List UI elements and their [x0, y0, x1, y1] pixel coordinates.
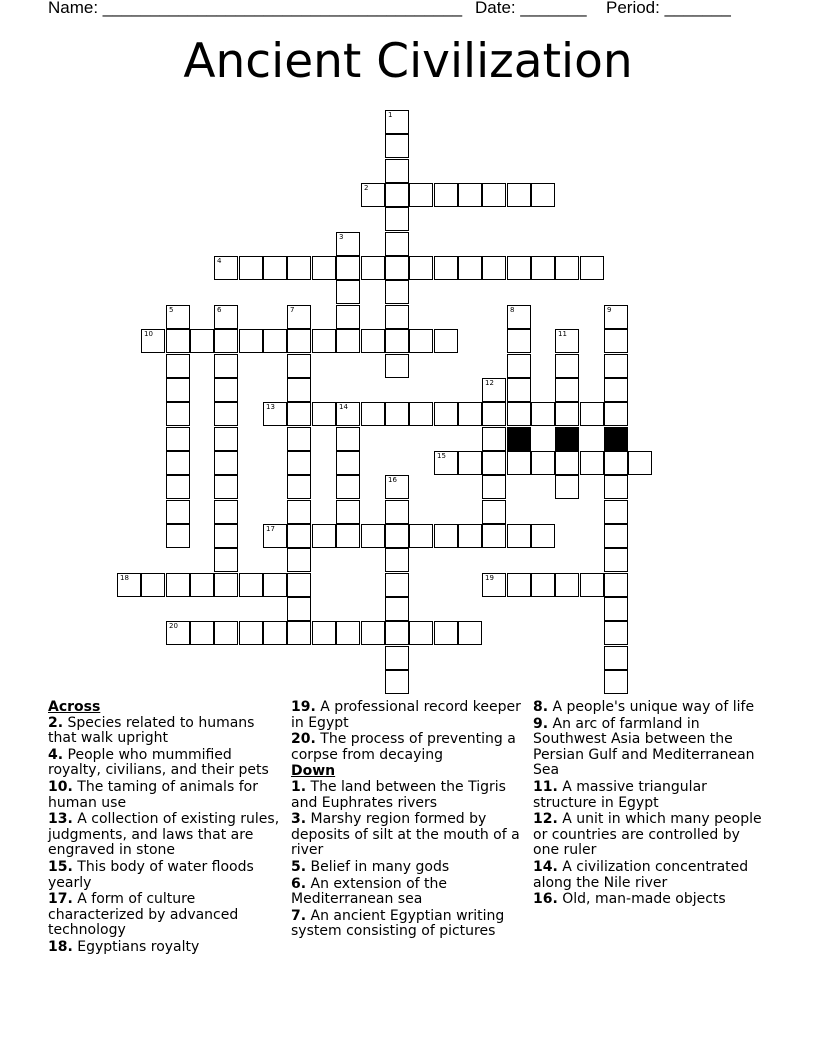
clue-text: Old, man-made objects	[557, 891, 726, 908]
answer-cell[interactable]	[604, 670, 628, 694]
answer-cell[interactable]	[141, 573, 165, 597]
answer-cell[interactable]	[214, 427, 238, 451]
clue-number-label: 3.	[291, 811, 307, 828]
answer-cell[interactable]	[166, 524, 190, 548]
answer-cell[interactable]	[166, 402, 190, 426]
answer-cell[interactable]	[287, 256, 311, 280]
clue-number: 4	[217, 257, 222, 265]
answer-cell[interactable]	[580, 256, 604, 280]
date-field-label[interactable]: Date: _______	[475, 0, 587, 17]
answer-cell[interactable]	[507, 305, 531, 329]
answer-cell[interactable]	[336, 621, 360, 645]
answer-cell[interactable]	[239, 329, 263, 353]
answer-cell[interactable]	[580, 573, 604, 597]
clue-number-label: 4.	[48, 746, 64, 763]
answer-cell[interactable]	[507, 451, 531, 475]
answer-cell[interactable]	[336, 524, 360, 548]
answer-cell[interactable]	[385, 597, 409, 621]
answer-cell[interactable]	[482, 500, 506, 524]
answer-cell[interactable]	[287, 524, 311, 548]
clue-number-label: 20.	[291, 731, 316, 748]
answer-cell[interactable]	[604, 548, 628, 572]
answer-cell[interactable]	[287, 329, 311, 353]
across-heading: Across	[48, 699, 101, 715]
clue-number-label: 1.	[291, 778, 307, 795]
answer-cell[interactable]	[434, 621, 458, 645]
down-heading: Down	[291, 763, 336, 780]
answer-cell[interactable]	[555, 475, 579, 499]
answer-cell[interactable]	[287, 427, 311, 451]
answer-cell[interactable]	[336, 256, 360, 280]
answer-cell[interactable]	[482, 256, 506, 280]
clue-number-label: 18.	[48, 938, 73, 955]
answer-cell[interactable]	[385, 280, 409, 304]
answer-cell[interactable]	[312, 524, 336, 548]
answer-cell[interactable]	[458, 451, 482, 475]
answer-cell[interactable]	[214, 548, 238, 572]
answer-cell[interactable]	[555, 329, 579, 353]
answer-cell[interactable]	[336, 280, 360, 304]
answer-cell[interactable]	[361, 183, 385, 207]
answer-cell[interactable]	[287, 621, 311, 645]
answer-cell[interactable]	[214, 402, 238, 426]
clue-number-label: 9.	[533, 715, 549, 732]
answer-cell[interactable]	[555, 378, 579, 402]
clue-number: 1	[388, 111, 393, 119]
answer-cell[interactable]	[507, 183, 531, 207]
clue-text: A civilization concentrated along the Nile river	[533, 858, 749, 891]
answer-cell[interactable]	[458, 524, 482, 548]
clue-number: 6	[217, 306, 222, 314]
answer-cell[interactable]	[604, 475, 628, 499]
answer-cell[interactable]	[531, 573, 555, 597]
clue-text: An extension of the Mediterranean sea	[291, 875, 448, 908]
answer-cell[interactable]	[507, 378, 531, 402]
answer-cell[interactable]	[214, 354, 238, 378]
clue-number-label: 10.	[48, 778, 73, 795]
clue-number: 18	[120, 574, 129, 582]
answer-cell[interactable]	[385, 573, 409, 597]
clue-text: An arc of farmland in Southwest Asia between the Persian Gulf and Mediterranean Sea	[533, 715, 755, 779]
answer-cell[interactable]	[409, 621, 433, 645]
clue-number: 14	[339, 403, 348, 411]
answer-cell[interactable]	[336, 427, 360, 451]
answer-cell[interactable]	[385, 500, 409, 524]
answer-cell[interactable]	[385, 159, 409, 183]
answer-cell[interactable]	[287, 354, 311, 378]
answer-cell[interactable]	[263, 621, 287, 645]
answer-cell[interactable]	[385, 305, 409, 329]
clue-number: 7	[290, 306, 295, 314]
answer-cell[interactable]	[385, 110, 409, 134]
answer-cell[interactable]	[409, 183, 433, 207]
answer-cell[interactable]	[385, 207, 409, 231]
answer-cell[interactable]	[507, 524, 531, 548]
down-clue	[533, 780, 768, 811]
page-title: Ancient Civilization	[183, 34, 633, 89]
answer-cell[interactable]	[409, 256, 433, 280]
clues-column-2	[291, 700, 526, 941]
clue-number: 17	[266, 525, 275, 533]
clue-number: 9	[607, 306, 612, 314]
name-field-label[interactable]: Name: ______________________________________	[48, 0, 463, 17]
answer-cell[interactable]	[166, 451, 190, 475]
answer-cell[interactable]	[458, 621, 482, 645]
answer-cell[interactable]	[336, 500, 360, 524]
clue-text: A collection of existing rules, judgments, and laws that are engraved in stone	[48, 811, 280, 859]
answer-cell[interactable]	[263, 256, 287, 280]
answer-cell[interactable]	[385, 402, 409, 426]
clue-text: This body of water floods yearly	[48, 858, 254, 891]
answer-cell[interactable]	[580, 402, 604, 426]
answer-cell[interactable]	[214, 475, 238, 499]
clue-text: Egyptians royalty	[72, 938, 200, 955]
answer-cell[interactable]	[555, 573, 579, 597]
answer-cell[interactable]	[385, 475, 409, 499]
down-clue	[291, 877, 526, 908]
answer-cell[interactable]	[434, 524, 458, 548]
answer-cell[interactable]	[214, 256, 238, 280]
answer-cell[interactable]	[287, 500, 311, 524]
answer-cell[interactable]	[531, 451, 555, 475]
clue-text: A unit in which many people or countries are controlled by one ruler	[533, 811, 762, 859]
answer-cell[interactable]	[312, 621, 336, 645]
down-clue	[533, 717, 768, 779]
across-clue	[48, 892, 283, 939]
answer-cell[interactable]	[312, 256, 336, 280]
clue-number-label: 2.	[48, 714, 64, 731]
answer-cell[interactable]	[287, 305, 311, 329]
clue-number-label: 15.	[48, 858, 73, 875]
clue-number-label: 11.	[533, 778, 558, 795]
answer-cell[interactable]	[604, 305, 628, 329]
answer-cell[interactable]	[482, 378, 506, 402]
answer-cell[interactable]	[604, 378, 628, 402]
answer-cell[interactable]	[190, 573, 214, 597]
across-clue	[48, 716, 283, 747]
answer-cell[interactable]	[385, 232, 409, 256]
clue-text: A people's unique way of life	[548, 699, 755, 715]
clue-number-label: 6.	[291, 875, 307, 892]
clue-number-label: 14.	[533, 858, 558, 875]
clue-number: 11	[558, 330, 567, 338]
answer-cell[interactable]	[482, 427, 506, 451]
answer-cell[interactable]	[531, 183, 555, 207]
answer-cell[interactable]	[604, 524, 628, 548]
answer-cell[interactable]	[434, 256, 458, 280]
answer-cell[interactable]	[507, 573, 531, 597]
answer-cell[interactable]	[482, 524, 506, 548]
answer-cell[interactable]	[604, 573, 628, 597]
answer-cell[interactable]	[263, 573, 287, 597]
answer-cell[interactable]	[434, 329, 458, 353]
answer-cell[interactable]	[336, 329, 360, 353]
answer-cell[interactable]	[214, 573, 238, 597]
across-clue	[48, 860, 283, 891]
clues-column-1	[48, 700, 283, 957]
clue-text: Species related to humans that walk upright	[48, 714, 255, 747]
answer-cell[interactable]	[239, 621, 263, 645]
across-clue	[291, 732, 526, 763]
answer-cell[interactable]	[555, 256, 579, 280]
answer-cell[interactable]	[287, 573, 311, 597]
clue-number: 20	[169, 622, 178, 630]
down-clue	[291, 812, 526, 859]
blocked-cell	[507, 427, 531, 451]
answer-cell[interactable]	[482, 475, 506, 499]
clue-text: The process of preventing a corpse from decaying	[291, 731, 516, 763]
answer-cell[interactable]	[434, 183, 458, 207]
answer-cell[interactable]	[287, 475, 311, 499]
answer-cell[interactable]	[555, 402, 579, 426]
answer-cell[interactable]	[604, 402, 628, 426]
clue-number-label: 19.	[291, 699, 316, 715]
answer-cell[interactable]	[458, 256, 482, 280]
answer-cell[interactable]	[604, 621, 628, 645]
answer-cell[interactable]	[336, 451, 360, 475]
answer-cell[interactable]	[287, 451, 311, 475]
answer-cell[interactable]	[263, 402, 287, 426]
answer-cell[interactable]	[385, 621, 409, 645]
answer-cell[interactable]	[458, 402, 482, 426]
answer-cell[interactable]	[361, 256, 385, 280]
clue-number: 16	[388, 476, 397, 484]
answer-cell[interactable]	[214, 329, 238, 353]
answer-cell[interactable]	[531, 402, 555, 426]
clue-number: 19	[485, 574, 494, 582]
blocked-cell	[555, 427, 579, 451]
clue-number-label: 12.	[533, 811, 558, 828]
answer-cell[interactable]	[385, 646, 409, 670]
down-clue	[533, 812, 768, 859]
answer-cell[interactable]	[166, 621, 190, 645]
answer-cell[interactable]	[604, 354, 628, 378]
answer-cell[interactable]	[628, 451, 652, 475]
answer-cell[interactable]	[361, 329, 385, 353]
answer-cell[interactable]	[166, 378, 190, 402]
answer-cell[interactable]	[531, 524, 555, 548]
clues-column-3	[533, 700, 768, 909]
answer-cell[interactable]	[166, 475, 190, 499]
answer-cell[interactable]	[312, 402, 336, 426]
down-clue	[291, 780, 526, 811]
clue-text: Marshy region formed by deposits of silt at the mouth of a river	[291, 811, 520, 859]
answer-cell[interactable]	[263, 329, 287, 353]
answer-cell[interactable]	[336, 305, 360, 329]
answer-cell[interactable]	[531, 256, 555, 280]
blocked-cell	[604, 427, 628, 451]
answer-cell[interactable]	[214, 451, 238, 475]
answer-cell[interactable]	[287, 402, 311, 426]
answer-cell[interactable]	[385, 134, 409, 158]
answer-cell[interactable]	[385, 354, 409, 378]
answer-cell[interactable]	[239, 256, 263, 280]
answer-cell[interactable]	[482, 573, 506, 597]
answer-cell[interactable]	[166, 354, 190, 378]
answer-cell[interactable]	[190, 621, 214, 645]
answer-cell[interactable]	[361, 621, 385, 645]
answer-cell[interactable]	[482, 451, 506, 475]
answer-cell[interactable]	[190, 329, 214, 353]
clue-number-label: 16.	[533, 891, 558, 908]
answer-cell[interactable]	[555, 451, 579, 475]
answer-cell[interactable]	[166, 500, 190, 524]
answer-cell[interactable]	[336, 232, 360, 256]
answer-cell[interactable]	[214, 621, 238, 645]
clue-number: 12	[485, 379, 494, 387]
clue-number: 10	[144, 330, 153, 338]
clue-text: The land between the Tigris and Euphrates rivers	[291, 778, 506, 811]
clue-text: A massive triangular structure in Egypt	[533, 778, 707, 811]
down-clue	[533, 700, 768, 716]
clue-number-label: 13.	[48, 811, 73, 828]
down-clue	[533, 892, 768, 908]
answer-cell[interactable]	[263, 524, 287, 548]
answer-cell[interactable]	[507, 402, 531, 426]
answer-cell[interactable]	[604, 329, 628, 353]
across-clue	[48, 780, 283, 811]
answer-cell[interactable]	[507, 354, 531, 378]
clue-number: 2	[364, 184, 369, 192]
clue-number-label: 7.	[291, 907, 307, 924]
answer-cell[interactable]	[482, 183, 506, 207]
answer-cell[interactable]	[604, 451, 628, 475]
answer-cell[interactable]	[507, 256, 531, 280]
answer-cell[interactable]	[385, 670, 409, 694]
clue-number: 13	[266, 403, 275, 411]
answer-cell[interactable]	[166, 573, 190, 597]
answer-cell[interactable]	[385, 524, 409, 548]
answer-cell[interactable]	[117, 573, 141, 597]
clue-number: 8	[510, 306, 515, 314]
answer-cell[interactable]	[239, 573, 263, 597]
clue-number: 3	[339, 233, 344, 241]
down-clue	[533, 860, 768, 891]
period-field-label[interactable]: Period: _______	[606, 0, 731, 17]
answer-cell[interactable]	[458, 183, 482, 207]
answer-cell[interactable]	[604, 646, 628, 670]
clue-number-label: 5.	[291, 858, 307, 875]
across-clue	[48, 748, 283, 779]
answer-cell[interactable]	[507, 329, 531, 353]
across-clue	[291, 700, 526, 731]
clue-text: A form of culture characterized by advanced technology	[48, 891, 239, 939]
answer-cell[interactable]	[385, 183, 409, 207]
across-clue	[48, 812, 283, 859]
clue-text: The taming of animals for human use	[48, 778, 258, 811]
clue-number-label: 8.	[533, 699, 549, 715]
answer-cell[interactable]	[385, 256, 409, 280]
answer-cell[interactable]	[604, 597, 628, 621]
clue-text: An ancient Egyptian writing system consisting of pictures	[291, 907, 505, 940]
answer-cell[interactable]	[385, 329, 409, 353]
answer-cell[interactable]	[336, 402, 360, 426]
answer-cell[interactable]	[434, 451, 458, 475]
answer-cell[interactable]	[166, 427, 190, 451]
answer-cell[interactable]	[141, 329, 165, 353]
clue-number: 15	[437, 452, 446, 460]
clue-number-label: 17.	[48, 891, 73, 908]
answer-cell[interactable]	[214, 500, 238, 524]
clue-text: Belief in many gods	[306, 858, 450, 875]
answer-cell[interactable]	[287, 378, 311, 402]
answer-cell[interactable]	[361, 402, 385, 426]
answer-cell[interactable]	[409, 402, 433, 426]
answer-cell[interactable]	[434, 402, 458, 426]
answer-cell[interactable]	[214, 524, 238, 548]
answer-cell[interactable]	[482, 402, 506, 426]
down-clue	[291, 909, 526, 940]
answer-cell[interactable]	[580, 451, 604, 475]
answer-cell[interactable]	[312, 329, 336, 353]
answer-cell[interactable]	[166, 329, 190, 353]
answer-cell[interactable]	[214, 378, 238, 402]
answer-cell[interactable]	[166, 305, 190, 329]
clue-number: 5	[169, 306, 174, 314]
down-clue	[291, 860, 526, 876]
answer-cell[interactable]	[385, 548, 409, 572]
answer-cell[interactable]	[409, 329, 433, 353]
across-clue	[48, 940, 283, 956]
answer-cell[interactable]	[604, 500, 628, 524]
answer-cell[interactable]	[409, 524, 433, 548]
answer-cell[interactable]	[361, 524, 385, 548]
answer-cell[interactable]	[214, 305, 238, 329]
clue-text: People who mummified royalty, civilians, and their pets	[48, 746, 269, 779]
clue-text: A professional record keeper in Egypt	[291, 699, 521, 731]
answer-cell[interactable]	[287, 548, 311, 572]
answer-cell[interactable]	[336, 475, 360, 499]
answer-cell[interactable]	[555, 354, 579, 378]
answer-cell[interactable]	[287, 597, 311, 621]
